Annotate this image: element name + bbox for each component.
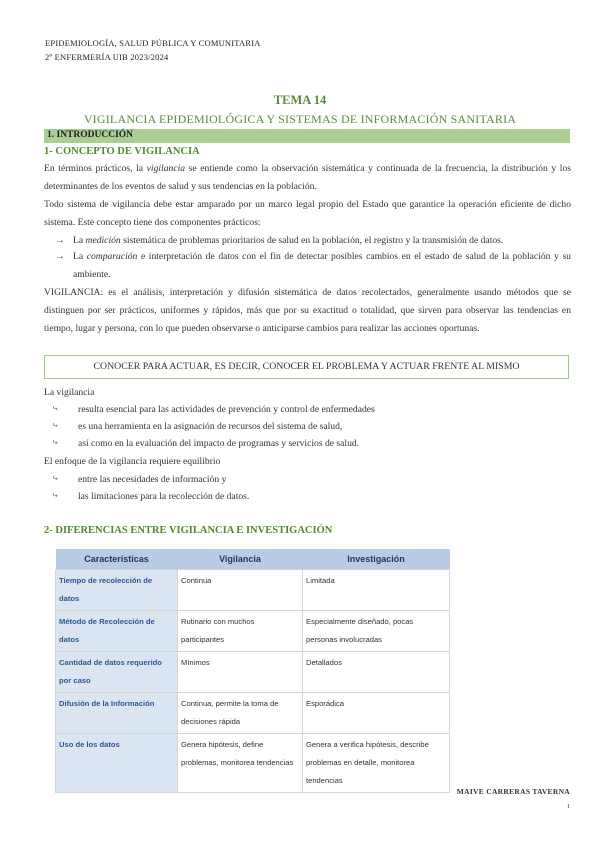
row-label: Método de Recolección de datos [56,611,178,652]
list-item: ⤷ las limitaciones para la recolección de datos. [52,491,250,502]
highlight-text: CONOCER PARA ACTUAR, ES DECIR, CONOCER EL PROBLEMA Y ACTUAR FRENTE AL MISMO [93,361,520,372]
author-footer: MAIVE CARRERAS TAVERNA [456,787,570,796]
list-item: ⤷ resulta esencial para las actividades de prevención y control de enfermedades [52,404,375,415]
cell-vigilancia: Rutinario con muchos participantes [178,611,303,652]
list-item-medicion: → La medición sistemática de problemas prioritarios de salud en la población, el registro y la transmisión de datos. [55,232,571,250]
list-item: ⤷ así como en la evaluación del impacto de programas y servicios de salud. [52,438,360,449]
table-row [56,734,450,793]
comparison-table [55,549,450,793]
cell-investigacion: Genera a verifica hipótesis, describe problemas en detalle, monitorea tendencias [303,734,450,793]
list-item: ⤷ es una herramienta en la asignación de recursos del sistema de salud, [52,421,343,432]
cell-investigacion: Detallados [303,652,450,693]
cell-investigacion: Limitada [303,570,450,611]
arrow-icon: → [55,251,65,262]
bullet-arrow-icon: ⤷ [52,438,59,447]
paragraph-definition: En términos prácticos, la vigilancia se entiende como la observación sistemática y continuada de la frecuencia, la distribución y los determinantes de los eventos de salud y sus tendencias en la población. [44,163,571,192]
list-item: ⤷ entre las necesidades de información y [52,474,227,485]
row-label: Uso de los datos [56,734,178,793]
highlight-box [44,355,569,379]
bullet-arrow-icon: ⤷ [52,404,59,413]
section-heading-bar [44,129,570,143]
page-number: 1 [566,803,570,810]
table-header-row [56,549,450,570]
cell-vigilancia: Genera hipótesis, define problemas, monitorea tendencias [178,734,303,793]
bullet-arrow-icon: ⤷ [52,421,59,430]
column-header-investigacion: Investigación [303,549,450,570]
row-label: Cantidad de datos requerido por caso [56,652,178,693]
table-row [56,611,450,652]
bullet-arrow-icon: ⤷ [52,491,59,500]
page-subtitle: VIGILANCIA EPIDEMIOLÓGICA Y SISTEMAS DE INFORMACIÓN SANITARIA [83,112,517,126]
row-label: Difusión de la Información [56,693,178,734]
header-course: EPIDEMIOLOGÍA, SALUD PÚBLICA Y COMUNITARIA [45,38,261,48]
column-header-vigilancia: Vigilancia [178,549,303,570]
la-vigilancia-label: La vigilancia [44,387,95,398]
paragraph-vigilancia-def: VIGILANCIA: es el análisis, interpretación y difusión sistemática de datos recolectados, generalmente usando métodos que se distinguen por ser prácticos, uniformes y rápidos, más que por su exactitud o totalidad, que sirven para observar las tendencias en tiempo, lugar y persona, con lo que pueden observarse o anticiparse cambios para realizar las acciones oportunas. [44,287,571,334]
page-title: TEMA 14 [273,93,327,107]
table-row [56,693,450,734]
row-label: Tiempo de recolección de datos [56,570,178,611]
cell-investigacion: Especialmente diseñado, pocas personas involucradas [303,611,450,652]
enfoque-label: El enfoque de la vigilancia requiere equilibrio [44,456,221,467]
column-header-caracteristicas: Características [56,549,178,570]
arrow-icon: → [55,235,65,246]
cell-vigilancia: Continua [178,570,303,611]
table-row [56,570,450,611]
bullet-arrow-icon: ⤷ [52,474,59,483]
paragraph-legal: Todo sistema de vigilancia debe estar amparado por un marco legal propio del Estado que garantice la operación eficiente de dicho sistema. Este concepto tiene dos componentes prácticos: [44,199,571,228]
cell-investigacion: Esporádica [303,693,450,734]
table-row [56,652,450,693]
cell-vigilancia: Mínimos [178,652,303,693]
list-item-comparacion: → La comparación e interpretación de datos con el fin de detectar posibles cambios en el estado de salud de la población y su ambiente. [55,248,571,284]
cell-vigilancia: Continua, permite la toma de decisiones rápida [178,693,303,734]
header-year: 2º ENFERMERÍA UIB 2023/2024 [45,52,169,62]
subheading-concepto: 1- CONCEPTO DE VIGILANCIA [44,146,200,157]
section-heading: 1. INTRODUCCIÓN [47,130,134,140]
subheading-diferencias: 2- DIFERENCIAS ENTRE VIGILANCIA E INVESTIGACIÓN [44,525,333,536]
